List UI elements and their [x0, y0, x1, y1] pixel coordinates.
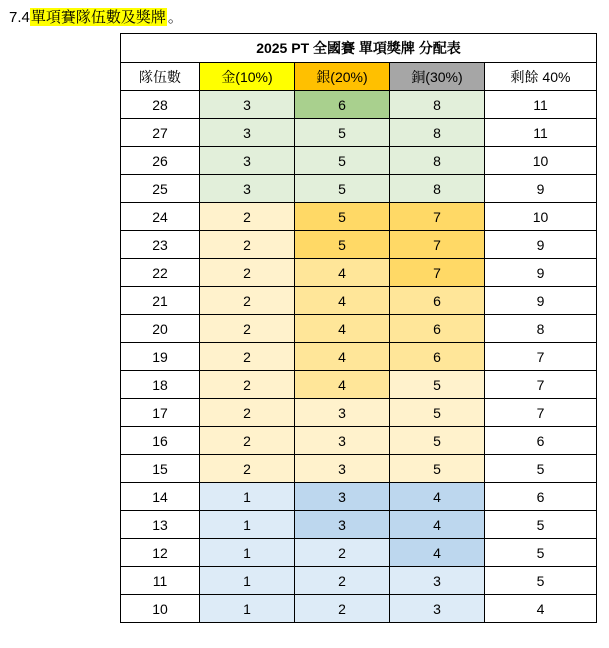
teams-cell: 16	[121, 427, 200, 455]
remaining-cell: 11	[485, 91, 597, 119]
table-title: 2025 PT 全國賽 單項獎牌 分配表	[121, 34, 597, 63]
section-title-highlight: 單項賽隊伍數及獎牌	[30, 8, 166, 26]
remaining-cell: 6	[485, 427, 597, 455]
silver-cell: 4	[295, 343, 390, 371]
bronze-cell: 5	[390, 427, 485, 455]
remaining-cell: 5	[485, 567, 597, 595]
table-row	[121, 175, 597, 203]
silver-cell: 6	[295, 91, 390, 119]
header-silver: 銀(20%)	[295, 63, 390, 91]
table-row	[121, 91, 597, 119]
silver-cell: 3	[295, 483, 390, 511]
teams-cell: 13	[121, 511, 200, 539]
header-remaining: 剩餘 40%	[485, 63, 597, 91]
header-teams: 隊伍數	[121, 63, 200, 91]
bronze-cell: 8	[390, 91, 485, 119]
gold-cell: 3	[200, 147, 295, 175]
remaining-cell: 10	[485, 203, 597, 231]
bronze-cell: 6	[390, 287, 485, 315]
table-title-row	[121, 34, 597, 63]
gold-cell: 2	[200, 343, 295, 371]
gold-cell: 2	[200, 315, 295, 343]
silver-cell: 4	[295, 371, 390, 399]
bronze-cell: 6	[390, 315, 485, 343]
teams-cell: 10	[121, 595, 200, 623]
teams-cell: 19	[121, 343, 200, 371]
gold-cell: 3	[200, 175, 295, 203]
teams-cell: 17	[121, 399, 200, 427]
table-row	[121, 147, 597, 175]
table-row	[121, 231, 597, 259]
bronze-cell: 4	[390, 511, 485, 539]
teams-cell: 14	[121, 483, 200, 511]
bronze-cell: 5	[390, 371, 485, 399]
remaining-cell: 5	[485, 539, 597, 567]
silver-cell: 5	[295, 119, 390, 147]
teams-cell: 23	[121, 231, 200, 259]
gold-cell: 1	[200, 483, 295, 511]
table-header-row	[121, 63, 597, 91]
section-punctuation: 。	[167, 8, 183, 26]
gold-cell: 2	[200, 259, 295, 287]
bronze-cell: 3	[390, 595, 485, 623]
bronze-cell: 6	[390, 343, 485, 371]
silver-cell: 2	[295, 567, 390, 595]
header-bronze: 銅(30%)	[390, 63, 485, 91]
silver-cell: 4	[295, 287, 390, 315]
bronze-cell: 8	[390, 175, 485, 203]
gold-cell: 2	[200, 203, 295, 231]
gold-cell: 1	[200, 511, 295, 539]
silver-cell: 4	[295, 259, 390, 287]
table-row	[121, 399, 597, 427]
silver-cell: 5	[295, 231, 390, 259]
silver-cell: 2	[295, 595, 390, 623]
silver-cell: 2	[295, 539, 390, 567]
gold-cell: 3	[200, 91, 295, 119]
teams-cell: 28	[121, 91, 200, 119]
teams-cell: 20	[121, 315, 200, 343]
bronze-cell: 8	[390, 147, 485, 175]
table-row	[121, 343, 597, 371]
remaining-cell: 9	[485, 175, 597, 203]
silver-cell: 3	[295, 455, 390, 483]
teams-cell: 22	[121, 259, 200, 287]
table-row	[121, 539, 597, 567]
silver-cell: 3	[295, 511, 390, 539]
teams-cell: 18	[121, 371, 200, 399]
gold-cell: 1	[200, 595, 295, 623]
table-row	[121, 455, 597, 483]
bronze-cell: 7	[390, 259, 485, 287]
gold-cell: 1	[200, 539, 295, 567]
bronze-cell: 7	[390, 203, 485, 231]
gold-cell: 1	[200, 567, 295, 595]
remaining-cell: 11	[485, 119, 597, 147]
teams-cell: 15	[121, 455, 200, 483]
section-number: 7.4	[9, 9, 30, 26]
teams-cell: 11	[121, 567, 200, 595]
gold-cell: 2	[200, 455, 295, 483]
remaining-cell: 7	[485, 371, 597, 399]
gold-cell: 2	[200, 287, 295, 315]
table-row	[121, 511, 597, 539]
teams-cell: 27	[121, 119, 200, 147]
table-row	[121, 259, 597, 287]
teams-cell: 25	[121, 175, 200, 203]
remaining-cell: 9	[485, 259, 597, 287]
remaining-cell: 10	[485, 147, 597, 175]
teams-cell: 26	[121, 147, 200, 175]
silver-cell: 4	[295, 315, 390, 343]
remaining-cell: 9	[485, 231, 597, 259]
teams-cell: 21	[121, 287, 200, 315]
remaining-cell: 9	[485, 287, 597, 315]
gold-cell: 2	[200, 231, 295, 259]
remaining-cell: 5	[485, 511, 597, 539]
teams-cell: 12	[121, 539, 200, 567]
silver-cell: 5	[295, 203, 390, 231]
table-row	[121, 371, 597, 399]
section-heading	[9, 4, 183, 30]
table-row	[121, 315, 597, 343]
table-row	[121, 203, 597, 231]
silver-cell: 5	[295, 175, 390, 203]
table-row	[121, 567, 597, 595]
table-row	[121, 427, 597, 455]
table-row	[121, 287, 597, 315]
silver-cell: 3	[295, 399, 390, 427]
bronze-cell: 8	[390, 119, 485, 147]
bronze-cell: 7	[390, 231, 485, 259]
gold-cell: 2	[200, 371, 295, 399]
silver-cell: 3	[295, 427, 390, 455]
bronze-cell: 4	[390, 539, 485, 567]
gold-cell: 2	[200, 399, 295, 427]
gold-cell: 2	[200, 427, 295, 455]
remaining-cell: 6	[485, 483, 597, 511]
bronze-cell: 3	[390, 567, 485, 595]
bronze-cell: 5	[390, 399, 485, 427]
remaining-cell: 4	[485, 595, 597, 623]
remaining-cell: 7	[485, 343, 597, 371]
table-row	[121, 119, 597, 147]
header-gold: 金(10%)	[200, 63, 295, 91]
table-row	[121, 595, 597, 623]
table-row	[121, 483, 597, 511]
remaining-cell: 8	[485, 315, 597, 343]
remaining-cell: 7	[485, 399, 597, 427]
gold-cell: 3	[200, 119, 295, 147]
bronze-cell: 5	[390, 455, 485, 483]
medal-allocation-table	[120, 33, 597, 623]
remaining-cell: 5	[485, 455, 597, 483]
bronze-cell: 4	[390, 483, 485, 511]
teams-cell: 24	[121, 203, 200, 231]
silver-cell: 5	[295, 147, 390, 175]
